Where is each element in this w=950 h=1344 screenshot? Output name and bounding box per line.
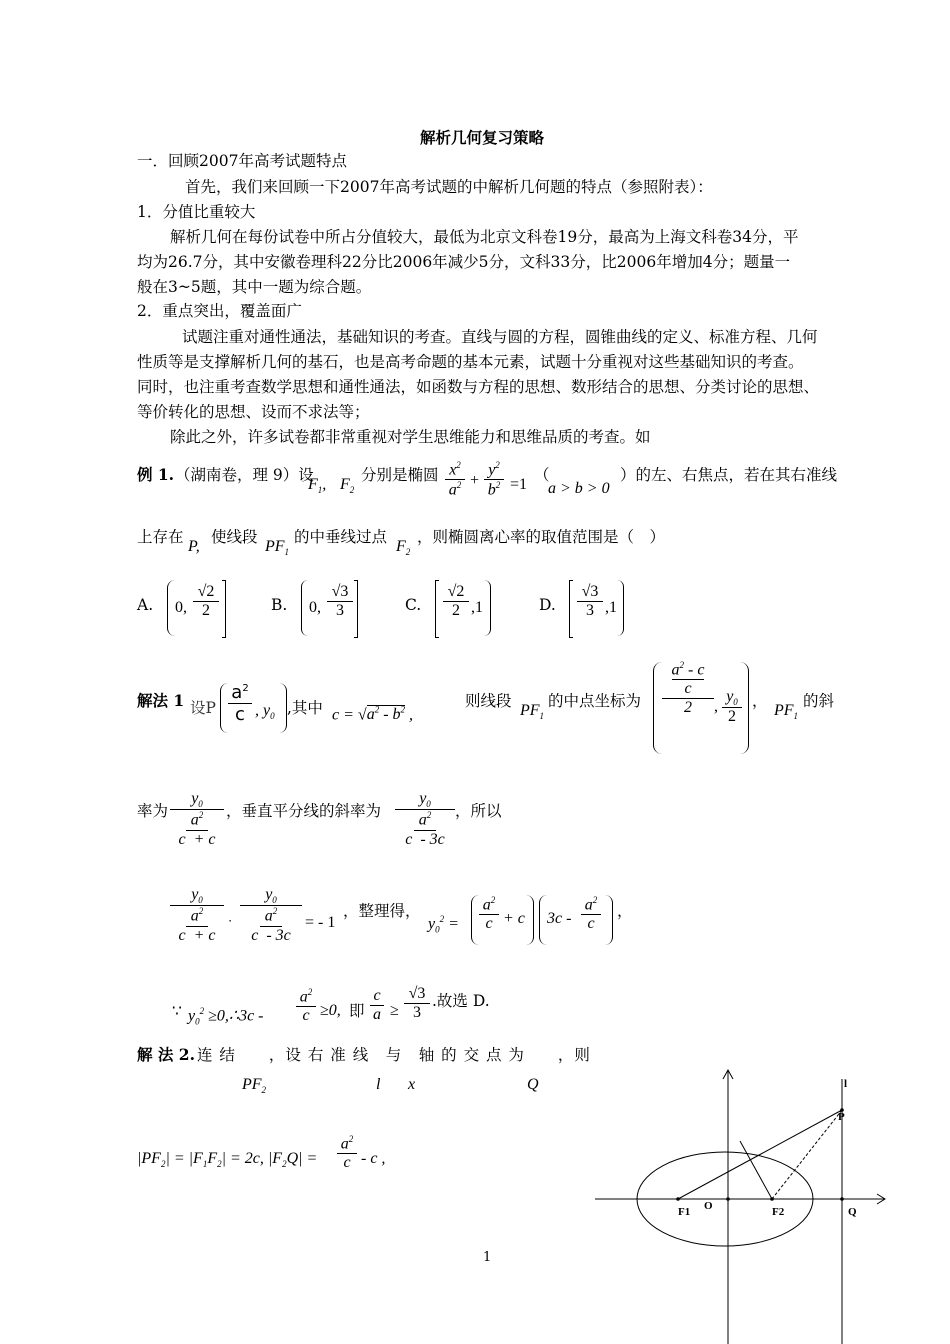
because-symbol: ∵ xyxy=(172,1002,182,1020)
page-number: 1 xyxy=(483,1250,492,1265)
option-b-frac: √3 3 xyxy=(327,583,353,620)
solution1-then: 则线段 xyxy=(465,692,512,710)
solution1-slope-is: 率为 xyxy=(137,802,169,820)
l-symbol: l xyxy=(376,1076,381,1093)
minus-c: - c , xyxy=(361,1150,386,1167)
solution1-set-p: 设P xyxy=(190,699,216,717)
comma: ， xyxy=(617,902,633,920)
example-text: 的中垂线过点 xyxy=(294,528,388,546)
solution1-choose: .故选 D. xyxy=(432,992,490,1010)
example-source: （湖南卷，理 9）设 xyxy=(175,466,314,484)
option-c-close xyxy=(484,580,491,636)
point2-line: 性质等是支撑解析几何的基石，也是高考命题的基本元素，试题十分重视对这些基础知识的考查。 xyxy=(137,353,804,371)
solution1-label: 解法 1 xyxy=(137,691,185,710)
option-d-open xyxy=(569,580,573,638)
inequality: $y_0^2$ ≥0,∴3c - xyxy=(188,1006,264,1027)
p-close-paren xyxy=(278,683,287,733)
option-d-close xyxy=(617,580,624,636)
midpoint-open-paren xyxy=(653,662,662,754)
geq-zero: ≥0, xyxy=(320,1002,341,1019)
point-q xyxy=(840,1197,844,1201)
option-c-frac: √2 2 xyxy=(443,583,469,620)
point-f1 xyxy=(676,1197,680,1201)
pf2-symbol: $PF_2$ xyxy=(242,1076,267,1096)
p-symbol: P, xyxy=(188,538,200,555)
section-heading: 一．回顾2007年高考试题特点 xyxy=(137,152,347,170)
solution1-perp: ，垂直平分线的斜率为 xyxy=(226,802,382,820)
option-b-label: B. xyxy=(271,596,288,614)
midpoint-close-paren xyxy=(740,662,749,754)
q-symbol: Q xyxy=(527,1076,539,1093)
label-f2: F2 xyxy=(772,1206,785,1218)
p-x-coord: $a^2$ c xyxy=(228,682,252,725)
example-text: ，则椭圆离心率的取值范围是（ ） xyxy=(417,528,666,546)
solution1-so: ，所以 xyxy=(455,802,502,820)
example-text: 上存在 xyxy=(137,528,184,546)
option-c-one: ,1 xyxy=(471,599,483,616)
solution1-simplify: ，整理得， xyxy=(343,902,421,920)
f2-symbol: $F_2$ xyxy=(396,538,411,558)
f1-symbol: $F_1$, xyxy=(308,476,327,496)
option-c-open xyxy=(435,580,439,638)
option-a-frac: √2 2 xyxy=(193,583,219,620)
option-b-close xyxy=(354,580,358,638)
example-text: ）的左、右焦点，若在其右准线 xyxy=(620,466,838,484)
ellipse-y-term: $y^2$ $b^2$ xyxy=(484,460,504,500)
solution2-label: 解 法 2. xyxy=(137,1045,195,1064)
label-q: Q xyxy=(848,1206,857,1218)
example-text: 分别是椭圆 xyxy=(361,466,439,484)
f2-symbol: $F_2$ xyxy=(340,476,355,496)
point2-line: 同时，也注重考查数学思想和通性通法，如函数与方程的思想、数形结合的思想、分类讨论的思想、 xyxy=(137,378,820,396)
paren xyxy=(525,895,534,945)
label-l: l xyxy=(844,1078,848,1090)
geq: ≥ xyxy=(390,1002,399,1019)
a2-over-c: $a^2$ c xyxy=(479,895,499,933)
three-c-minus: 3c - xyxy=(547,910,572,927)
pf1-symbol: $PF_1$ xyxy=(265,538,290,558)
c-definition: $c = √a^2 - b^2$ , xyxy=(332,705,414,724)
c-over-a: c a xyxy=(370,987,384,1024)
example-text: 使线段 xyxy=(211,528,258,546)
x-symbol: x xyxy=(408,1076,416,1093)
segment-pf2 xyxy=(772,1110,842,1199)
distance-equation: $|PF_2| = |F_1F_2| = 2c$, $|F_2Q|$ = xyxy=(137,1150,318,1170)
plus-c: + c xyxy=(503,910,525,927)
intro-paragraph: 首先，我们来回顾一下2007年高考试题的中解析几何题的特点（参照附表）： xyxy=(185,178,713,196)
point2-line: 试题注重对通性通法，基础知识的考查。直线与圆的方程，圆锥曲线的定义、标准方程、几何 xyxy=(182,328,818,346)
point-o xyxy=(726,1197,730,1201)
product-frac2: $y_0$ $a^2$ c - 3c xyxy=(240,886,302,945)
paren xyxy=(604,895,613,945)
option-a-zero: 0, xyxy=(175,599,187,616)
a2-over-c: $a^2$ c xyxy=(337,1134,357,1172)
point1-line: 均为26.7分，其中安徽卷理科22分比2006年减少5分，文科33分，比2006年增加4分；题量一 xyxy=(137,253,791,271)
comma: ， xyxy=(752,692,768,710)
midpoint-x: $a^2$ - c c 2 xyxy=(662,660,714,717)
perp-slope-frac: $y_0$ $a^2$ c - 3c xyxy=(395,790,455,849)
p-y-coord: , $y_0$ xyxy=(255,702,275,722)
example-label: 例 1. xyxy=(137,465,175,484)
label-o: O xyxy=(704,1200,713,1212)
solution2-text: 连 结 ，设 右 准 线 与 轴 的 交 点 为 ，则 xyxy=(197,1046,591,1064)
equals-one: =1 xyxy=(510,476,528,493)
page-title: 解析几何复习策略 xyxy=(420,128,545,147)
solution1-midpoint: 的中点坐标为 xyxy=(548,692,642,710)
option-c-label: C. xyxy=(405,596,422,614)
midpoint-y: $y_0$ 2 xyxy=(722,688,742,726)
perpendicular-bisector xyxy=(740,1141,772,1199)
point-f2 xyxy=(770,1197,774,1201)
option-d-one: ,1 xyxy=(605,599,617,616)
y0-squared: $y_0^2$ = xyxy=(428,914,459,935)
sqrt3-over-3: √3 3 xyxy=(404,985,430,1022)
a2-over-c: $a^2$ c xyxy=(296,987,316,1025)
point1-heading: 1．分值比重较大 xyxy=(137,203,256,221)
dot-symbol: ⋅ xyxy=(228,914,233,928)
equals-minus-one: = - 1 xyxy=(305,914,336,931)
label-f1: F1 xyxy=(678,1206,691,1218)
option-a-close xyxy=(222,580,226,638)
option-b-zero: 0, xyxy=(309,599,321,616)
label-p: P xyxy=(838,1111,845,1123)
paren-open: （ xyxy=(534,466,550,484)
option-b-open xyxy=(301,580,308,636)
solution1-where: ,其中 xyxy=(287,699,323,717)
ie: 即 xyxy=(349,1002,365,1020)
slope-frac: $y_0$ $a^2$ c + c xyxy=(170,790,224,849)
condition: a > b > 0 xyxy=(548,480,610,497)
ellipse-x-term: $x^2$ $a^2$ xyxy=(445,460,465,500)
comma: , xyxy=(714,698,718,715)
option-d-label: D. xyxy=(539,596,556,614)
option-a-label: A. xyxy=(137,596,154,614)
point1-line: 般在3~5题，其中一题为综合题。 xyxy=(137,278,372,296)
pf1-symbol: $PF_1$ xyxy=(520,702,545,722)
ellipse-figure xyxy=(590,1065,890,1344)
point2-line: 等价转化的思想、设而不求法等； xyxy=(137,403,370,421)
a2-over-c: $a^2$ c xyxy=(581,895,601,933)
segment-pf1 xyxy=(678,1110,842,1199)
point2-line: 除此之外，许多试卷都非常重视对学生思维能力和思维品质的考查。如 xyxy=(170,428,651,446)
product-frac1: $y_0$ $a^2$ c + c xyxy=(170,886,224,945)
pf1-symbol: $PF_1$ xyxy=(774,702,799,722)
option-d-frac: √3 3 xyxy=(577,583,603,620)
solution1-slope: 的斜 xyxy=(803,692,835,710)
point2-heading: 2．重点突出，覆盖面广 xyxy=(137,302,302,320)
point1-line: 解析几何在每份试卷中所占分值较大，最低为北京文科卷19分，最高为上海文科卷34分，平 xyxy=(170,228,799,246)
plus-sign: + xyxy=(469,472,480,489)
